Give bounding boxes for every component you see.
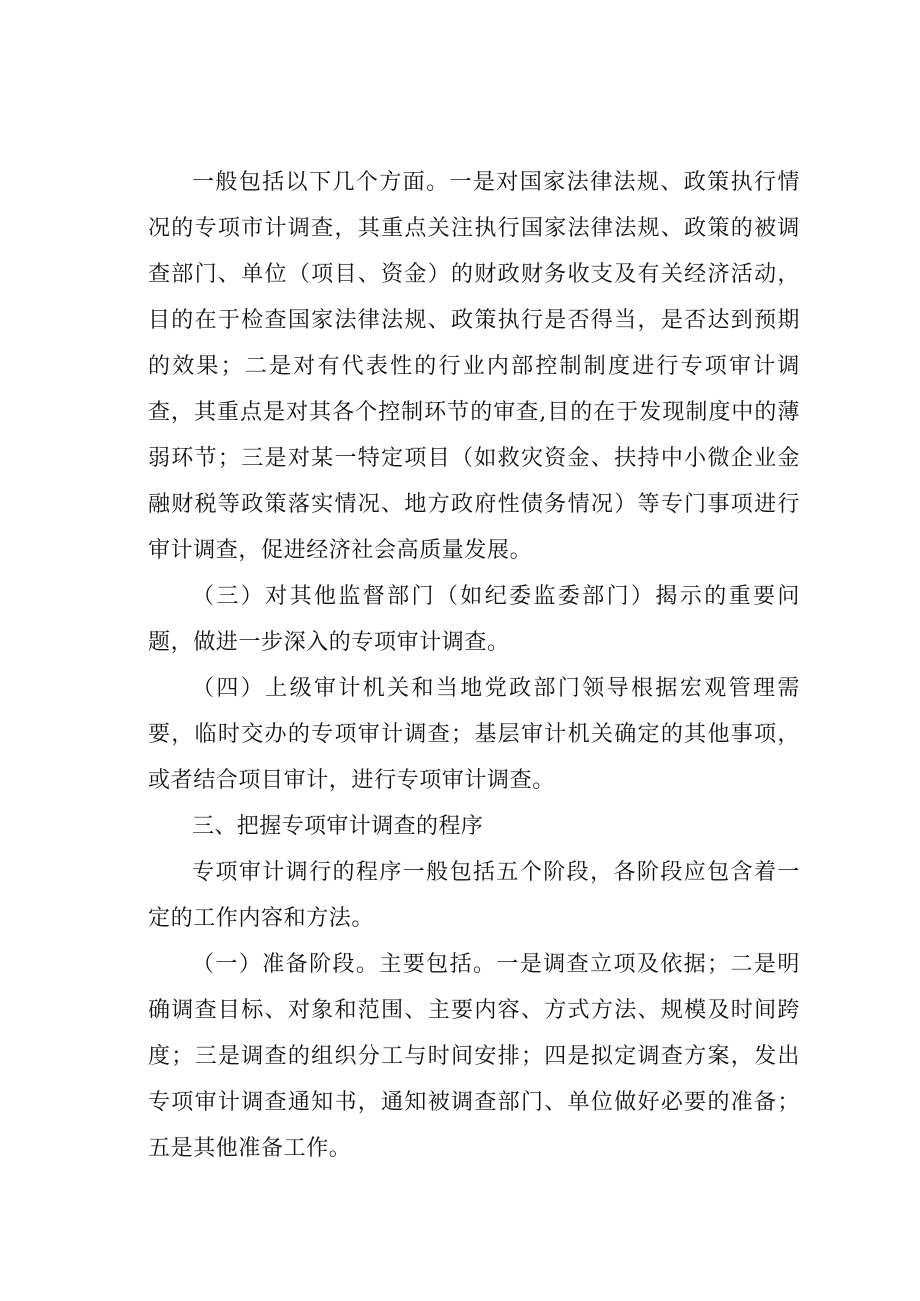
- paragraph-preparation-stage: （一）准备阶段。主要包括。一是调查立项及依据；二是明确调查目标、对象和范围、主要内容、方式方法、规模及时间跨度；三是调查的组织分工与时间安排；四是拟定调查方案，发出专项审计调查通知书，通知被调查部门、单位做好必要的准备；五是其他准备工作。: [148, 952, 800, 1161]
- paragraph-item-three: （三）对其他监督部门（如纪委监委部门）揭示的重要问题，做进一步深入的专项审计调查。: [148, 584, 800, 655]
- section-heading: 三、把握专项审计调查的程序: [192, 814, 484, 839]
- paragraph-audit-scope: 一般包括以下几个方面。一是对国家法律法规、政策执行情况的专项市计调查，其重点关注执行国家法律法规、政策的被调查部门、单位（项目、资金）的财政财务收支及有关经济活动，目的在于检查国家法律法规、政策执行是否得当，是否达到预期的效果；二是对有代表性的行业内部控制制度进行专项审计调查，其重点是对其各个控制环节的审查,目的在于发现制度中的薄弱环节；三是对某一特定项目（如救灾资金、扶持中小微企业金融财税等政策落实情况、地方政府性债务情况）等专门事项进行审计调查，促进经济社会高质量发展。: [148, 170, 800, 563]
- paragraph-item-four: （四）上级审计机关和当地党政部门领导根据宏观管理需要，临时交办的专项审计调查；基层审计机关确定的其他事项，或者结合项目审计，进行专项审计调查。: [148, 676, 800, 793]
- paragraph-procedure-intro: 专项审计调行的程序一般包括五个阶段，各阶段应包含着一定的工作内容和方法。: [148, 860, 800, 931]
- document-body: [148, 160, 800, 1172]
